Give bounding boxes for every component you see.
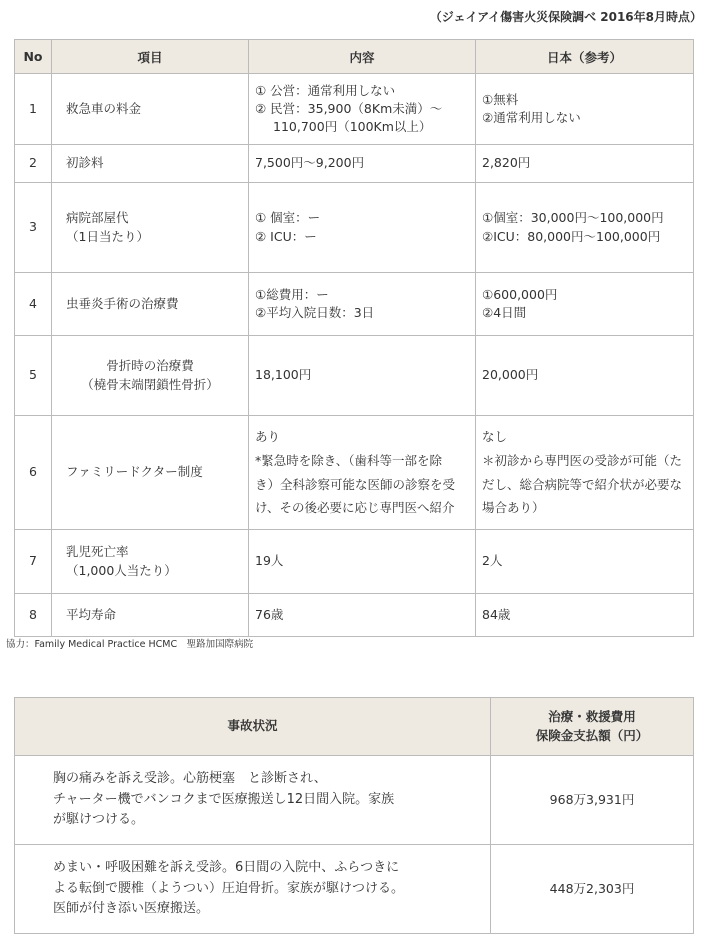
content-line: ②平均入院日数：3日 xyxy=(255,305,375,320)
row-number: 7 xyxy=(15,530,52,594)
table-row xyxy=(15,145,694,183)
japan-line: 2,820円 xyxy=(482,155,531,171)
case-amount: 968万3,931円 xyxy=(491,756,694,845)
table-row xyxy=(15,74,694,145)
description-line: 医師が付き添い医療搬送。 xyxy=(53,901,210,917)
row-item xyxy=(52,336,249,416)
row-number: 2 xyxy=(15,145,52,183)
row-item xyxy=(52,594,249,637)
header-amount-line: 保険金支払額（円） xyxy=(535,727,649,743)
row-content xyxy=(249,530,476,594)
description-line: チャーター機でバンコクまで医療搬送し12日間入院。家族 xyxy=(53,791,395,807)
table-header-row xyxy=(15,698,694,756)
description-line: 胸の痛みを訴え受診。心筋梗塞 と診断され、 xyxy=(53,770,327,786)
case-description xyxy=(15,756,491,845)
content-line: *緊急時を除き、（歯科等一部を除 xyxy=(255,452,443,468)
item-line: 平均寿命 xyxy=(66,606,117,622)
japan-line: 84歳 xyxy=(482,606,511,622)
row-number: 8 xyxy=(15,594,52,637)
row-japan xyxy=(476,594,694,637)
row-content xyxy=(249,416,476,530)
row-japan xyxy=(476,530,694,594)
table-row xyxy=(15,183,694,273)
row-japan xyxy=(476,273,694,336)
header-no: No xyxy=(15,40,52,74)
table-row xyxy=(15,756,694,845)
item-line: 初診料 xyxy=(66,155,104,171)
cooperation-credit: 協力：Family Medical Practice HCMC 聖路加国際病院 xyxy=(6,639,254,650)
row-item xyxy=(52,145,249,183)
case-amount: 448万2,303円 xyxy=(491,845,694,934)
row-number: 4 xyxy=(15,273,52,336)
japan-line: ②通常利用しない xyxy=(482,110,581,125)
row-japan xyxy=(476,145,694,183)
content-line: け、その後必要に応じ専門医へ紹介 xyxy=(255,500,455,516)
table-row xyxy=(15,530,694,594)
description-line: よる転倒で腰椎（ようつい）圧迫骨折。家族が駆けつける。 xyxy=(53,880,405,896)
table-header-row xyxy=(15,40,694,74)
row-item xyxy=(52,74,249,145)
japan-line: だし、総合病院等で紹介状が必要な xyxy=(482,476,683,492)
content-line: ② ICU：ー xyxy=(255,228,317,244)
header-amount xyxy=(491,698,694,756)
japan-line: 場合あり） xyxy=(482,500,545,516)
content-line: あり xyxy=(255,429,281,444)
content-line: 76歳 xyxy=(255,606,284,622)
row-item xyxy=(52,183,249,273)
item-line: （橈骨末端閉鎖性骨折） xyxy=(81,376,219,392)
japan-line: 20,000円 xyxy=(482,367,539,383)
case-description xyxy=(15,845,491,934)
row-number: 3 xyxy=(15,183,52,273)
table-row xyxy=(15,273,694,336)
item-line: ファミリードクター制度 xyxy=(66,464,203,480)
table-row xyxy=(15,416,694,530)
content-line: 110,700円（100Km以上） xyxy=(273,119,432,135)
description-line: が駆けつける。 xyxy=(53,812,145,828)
insurance-case-table xyxy=(14,697,694,934)
japan-line: ①無料 xyxy=(482,91,519,107)
description-line: めまい・呼吸困難を訴え受診。6日間の入院中、ふらつきに xyxy=(53,859,400,875)
row-content xyxy=(249,74,476,145)
row-number: 1 xyxy=(15,74,52,145)
header-item: 項目 xyxy=(52,40,249,74)
japan-line: ②4日間 xyxy=(482,305,527,320)
japan-line: ①600,000円 xyxy=(482,286,558,302)
content-line: 18,100円 xyxy=(255,367,312,383)
row-japan xyxy=(476,183,694,273)
table-row xyxy=(15,336,694,416)
row-item xyxy=(52,273,249,336)
content-line: 7,500円〜9,200円 xyxy=(255,155,365,171)
content-line: 19人 xyxy=(255,553,284,569)
row-japan xyxy=(476,336,694,416)
content-line: き）全科診察可能な医師の診察を受 xyxy=(255,476,456,492)
table-row xyxy=(15,594,694,637)
japan-line: 2人 xyxy=(482,553,503,569)
row-item xyxy=(52,530,249,594)
row-japan xyxy=(476,74,694,145)
item-line: 虫垂炎手術の治療費 xyxy=(66,295,179,311)
row-number: 6 xyxy=(15,416,52,530)
header-amount-line: 治療・救援費用 xyxy=(548,708,636,724)
header-japan: 日本（参考） xyxy=(476,40,694,74)
item-line: 病院部屋代 xyxy=(66,210,129,226)
table-row xyxy=(15,845,694,934)
japan-line: ＊初診から専門医の受診が可能（た xyxy=(482,452,683,468)
content-line: ① 個室：ー xyxy=(255,210,321,226)
content-line: ① 公営：通常利用しない xyxy=(255,82,396,98)
source-note: （ジェイアイ傷害火災保険調べ 2016年8月時点） xyxy=(429,10,702,24)
row-item xyxy=(52,416,249,530)
row-number: 5 xyxy=(15,336,52,416)
header-situation: 事故状況 xyxy=(15,698,491,756)
item-line: 骨折時の治療費 xyxy=(106,358,194,374)
japan-line: ②ICU：80,000円〜100,000円 xyxy=(482,228,661,244)
item-line: （1,000人当たり） xyxy=(66,562,177,578)
item-line: （1日当たり） xyxy=(66,228,149,244)
row-japan xyxy=(476,416,694,530)
japan-line: なし xyxy=(482,429,508,444)
item-line: 乳児死亡率 xyxy=(66,544,129,560)
content-line: ①総費用：ー xyxy=(255,286,329,302)
header-content: 内容 xyxy=(249,40,476,74)
content-line: ② 民営：35,900（8Km未満）〜 xyxy=(255,100,443,116)
japan-line: ①個室：30,000円〜100,000円 xyxy=(482,210,664,226)
item-line: 救急車の料金 xyxy=(66,100,142,116)
row-content xyxy=(249,594,476,637)
row-content xyxy=(249,183,476,273)
row-content xyxy=(249,145,476,183)
row-content xyxy=(249,273,476,336)
comparison-table xyxy=(14,39,694,637)
row-content xyxy=(249,336,476,416)
